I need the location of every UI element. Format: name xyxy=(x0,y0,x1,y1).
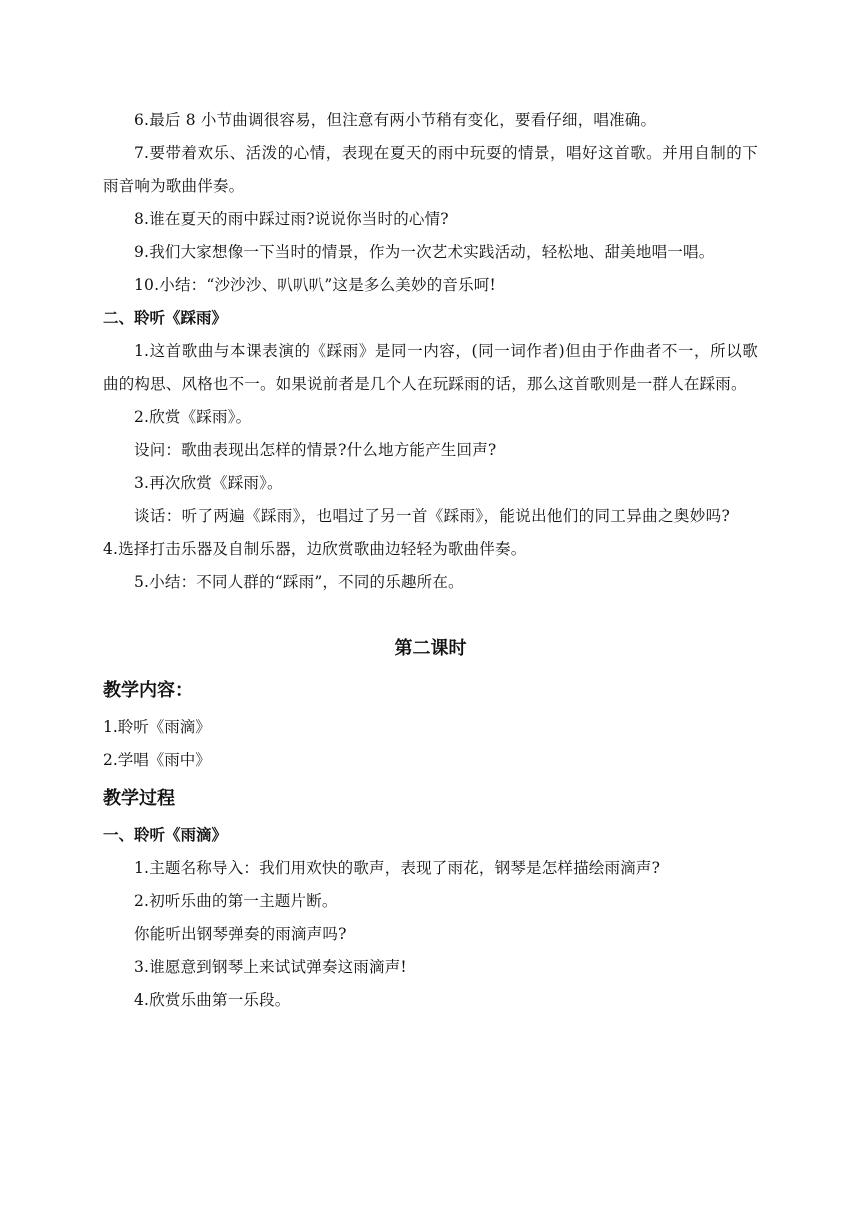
paragraph-yudi-question: 你能听出钢琴弹奏的雨滴声吗? xyxy=(134,925,347,943)
section-heading-listen-caiyu: 二、聆听《踩雨》 xyxy=(103,309,228,327)
paragraph-caiyu-2: 2.欣赏《踩雨》。 xyxy=(134,408,252,426)
talk-text: 谈话：听了两遍《踩雨》，也唱过了另一首《踩雨》，能说出他们的同工异曲之奥妙吗? xyxy=(134,507,730,525)
section-heading-listen-yudi: 一、聆听《雨滴》 xyxy=(103,826,228,844)
lesson-title: 第二课时 xyxy=(394,638,467,659)
paragraph-yudi-1: 1.主题名称导入：我们用欢快的歌声，表现了雨花，钢琴是怎样描绘雨滴声? xyxy=(134,859,661,877)
paragraph-caiyu-1: 1.这首歌曲与本课表演的《踩雨》是同一内容，(同一词作者)但由于作曲者不一，所以歌曲的构思、风格也不一。如果说前者是几个人在玩踩雨的话，那么这首歌则是一群人在踩雨。 xyxy=(103,342,758,393)
paragraph-item-6: 6.最后 8 小节曲调很容易，但注意有两小节稍有变化，要看仔细，唱准确。 xyxy=(134,111,657,129)
paragraph-item-8: 8.谁在夏天的雨中踩过雨?说说你当时的心情? xyxy=(134,210,449,228)
paragraph-yudi-2: 2.初听乐曲的第一主题片断。 xyxy=(134,892,338,910)
paragraph-caiyu-question: 设问：歌曲表现出怎样的情景?什么地方能产生回声? xyxy=(134,441,497,459)
paragraph-item-10: 10.小结：“沙沙沙、叭叭叭”这是多么美妙的音乐呵! xyxy=(134,276,496,294)
paragraph-yudi-4: 4.欣赏乐曲第一乐段。 xyxy=(134,991,291,1009)
paragraph-item-7: 7.要带着欢乐、活泼的心情，表现在夏天的雨中玩耍的情景，唱好这首歌。并用自制的下雨音响为歌曲伴奏。 xyxy=(103,144,758,195)
paragraph-item-9: 9.我们大家想像一下当时的情景，作为一次艺术实践活动，轻松地、甜美地唱一唱。 xyxy=(134,243,715,261)
content-item-1: 1.聆听《雨滴》 xyxy=(103,718,211,736)
paragraph-caiyu-3: 3.再次欣赏《踩雨》。 xyxy=(134,474,283,492)
heading-teaching-content: 教学内容： xyxy=(103,680,193,701)
heading-teaching-process: 教学过程 xyxy=(103,788,175,809)
content-item-2: 2.学唱《雨中》 xyxy=(103,751,211,769)
paragraph-caiyu-talk xyxy=(103,500,758,566)
paragraph-caiyu-4: 4.选择打击乐器及自制乐器，边欣赏歌曲边轻轻为歌曲伴奏。 xyxy=(103,540,527,558)
paragraph-yudi-3: 3.谁愿意到钢琴上来试试弹奏这雨滴声! xyxy=(134,958,407,976)
document-page xyxy=(103,104,758,1017)
paragraph-caiyu-summary: 5.小结：不同人群的“踩雨”，不同的乐趣所在。 xyxy=(134,573,464,591)
